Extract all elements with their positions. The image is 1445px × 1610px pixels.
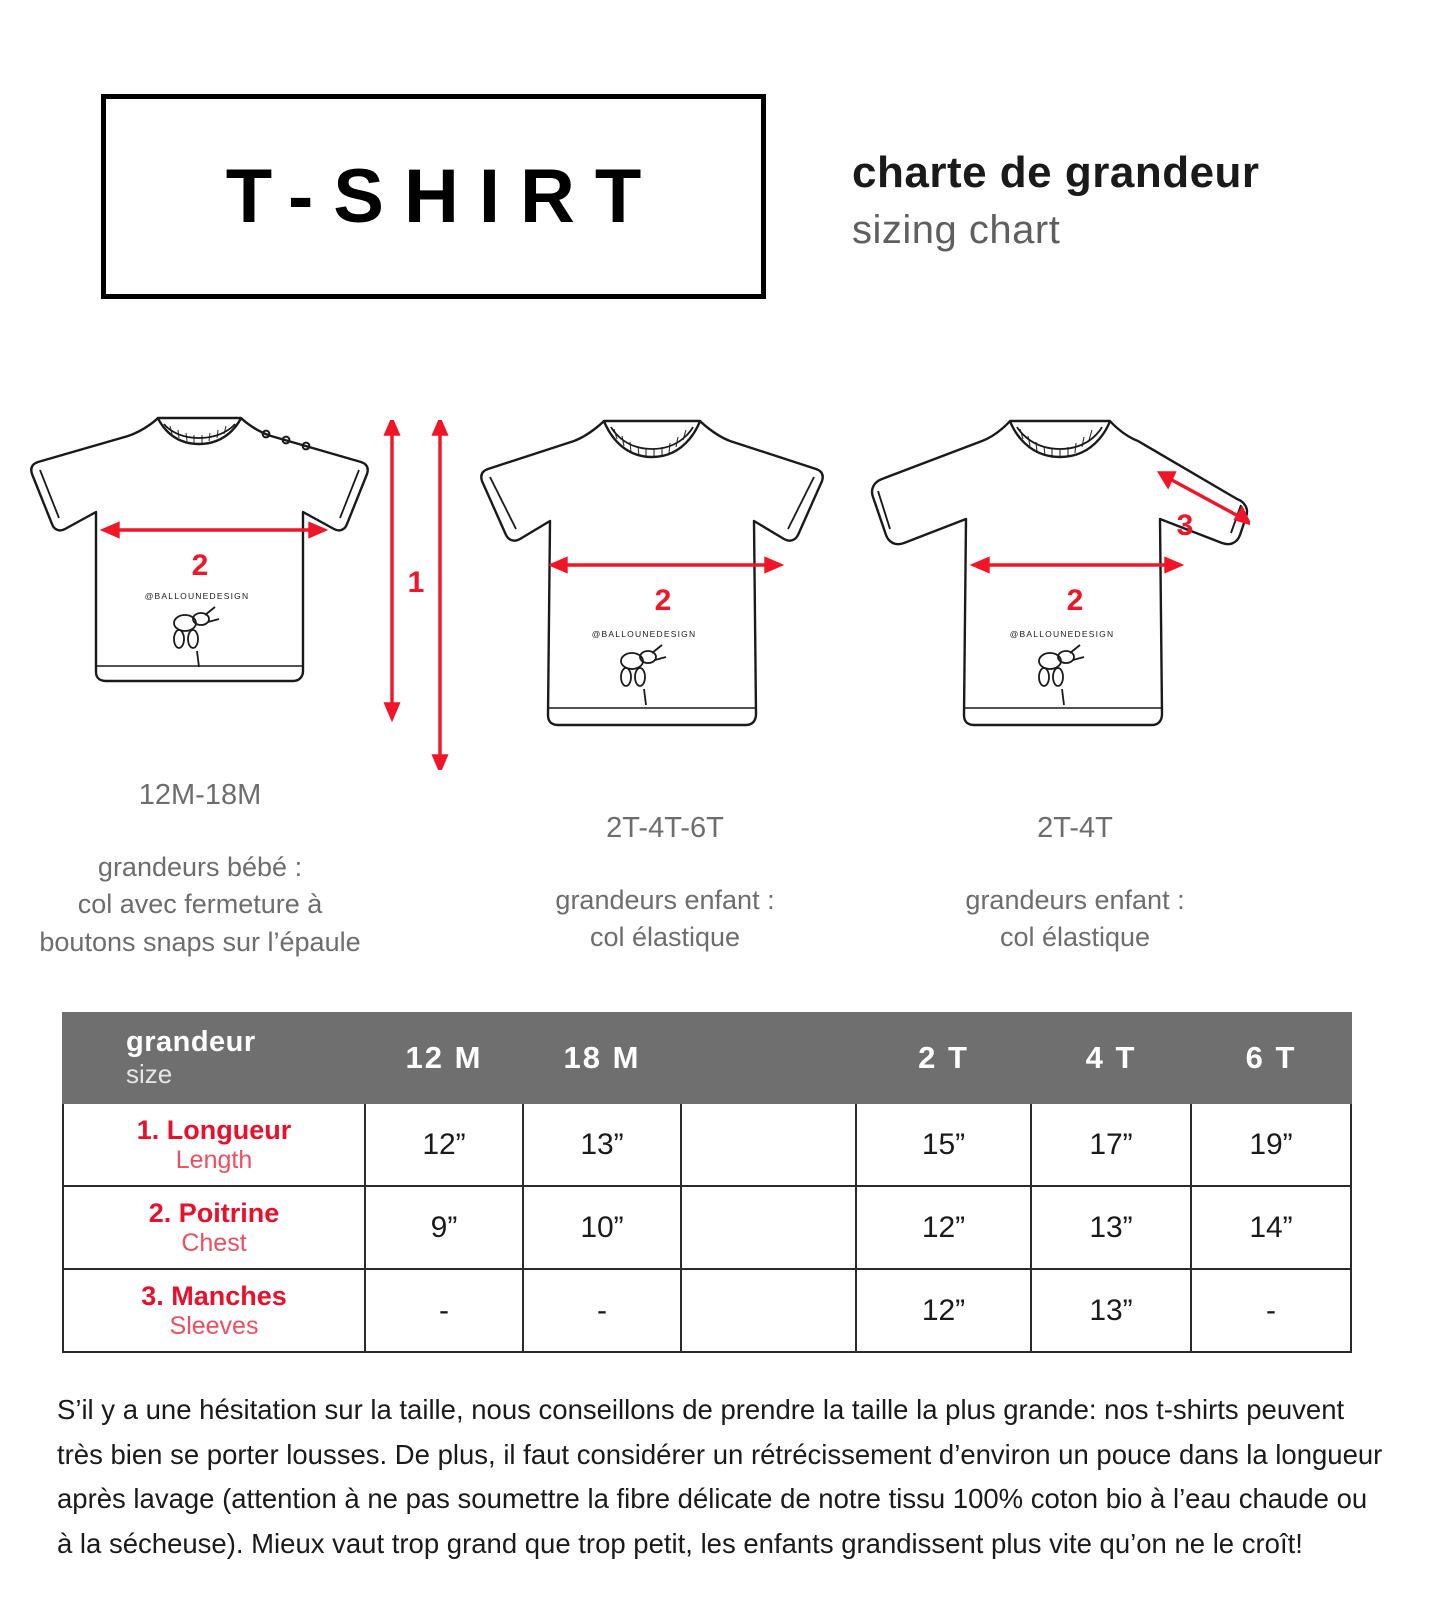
header-col-4t: 4 T [1031,1013,1191,1103]
caption-line-1: grandeurs bébé : [97,852,303,883]
svg-text:@BALLOUNEDESIGN: @BALLOUNEDESIGN [1009,629,1115,639]
cell-chest-6t: 14” [1191,1186,1351,1269]
svg-text:@BALLOUNEDESIGN: @BALLOUNEDESIGN [144,591,250,601]
cell-length-2t: 15” [856,1103,1031,1186]
sizing-table [62,1012,1352,1353]
row-label-chest: 2. Poitrine Chest [63,1186,365,1269]
header-col-6t: 6 T [1191,1013,1351,1103]
caption-size-kid-sleeve: 2T-4T [1037,812,1113,844]
cell-length-12m: 12” [365,1103,523,1186]
shirt-figure-kid [470,405,830,755]
cell-chest-4t: 13” [1031,1186,1191,1269]
table-row [63,1186,1351,1269]
svg-text:@BALLOUNEDESIGN: @BALLOUNEDESIGN [591,629,697,639]
kid-longsleeve-tshirt-icon [860,405,1250,755]
caption-line-1: grandeurs enfant : [555,885,775,916]
caption-kid-sleeve [880,808,1270,957]
cell-length-18m: 13” [523,1103,681,1186]
cell-sleeves-12m: - [365,1269,523,1352]
subtitle-english: sizing chart [852,208,1061,252]
row-label-sleeves: 3. Manches Sleeves [63,1269,365,1352]
caption-baby [10,775,390,961]
cell-chest-12m: 9” [365,1186,523,1269]
header-col-blank [681,1013,856,1103]
caption-line-2: col élastique [589,922,741,953]
length-measure-arrow [378,420,458,770]
footnote-text: S’il y a une hésitation sur la taille, nous conseillons de prendre la taille la plus grande: nos t-shirts peuvent très bien se porter lousses. De plus, il faut considérer un rétrécissement d’environ un pouce dans la longueur après lavage (attention à ne pas soumettre la fibre délicate de notre tissu 100% coton bio à l’eau chaude ou à la sécheuse). Mieux vaut trop grand que trop petit, les enfants grandissent plus vite qu’on ne le croît! [57,1394,1383,1559]
caption-kid [470,808,860,957]
caption-line-2: col élastique [999,922,1151,953]
header [0,0,1445,330]
baby-tshirt-icon [18,400,378,730]
cell-length-blank [681,1103,856,1186]
caption-line-1: grandeurs enfant : [965,885,1185,916]
cell-length-4t: 17” [1031,1103,1191,1186]
cell-sleeves-2t: 12” [856,1269,1031,1352]
caption-line-3: boutons snaps sur l’épaule [39,926,361,957]
measure-number-2c: 2 [1066,584,1084,617]
header-label-en: size [126,1059,173,1089]
kid-tshirt-icon [470,405,830,755]
cell-chest-blank [681,1186,856,1269]
cell-sleeves-blank [681,1269,856,1352]
page-title: T-SHIRT [225,154,662,239]
title-box [101,94,766,299]
measure-number-3: 3 [1176,509,1194,542]
measure-number-2b: 2 [654,584,672,617]
table-row [63,1269,1351,1352]
caption-size-baby: 12M-18M [138,779,262,811]
cell-sleeves-4t: 13” [1031,1269,1191,1352]
cell-chest-2t: 12” [856,1186,1031,1269]
cell-sleeves-6t: - [1191,1269,1351,1352]
shirt-figure-baby [18,400,378,730]
shirt-figure-kid-sleeve [860,405,1250,755]
cell-sleeves-18m: - [523,1269,681,1352]
caption-size-kid: 2T-4T-6T [606,812,724,844]
cell-chest-18m: 10” [523,1186,681,1269]
cell-length-6t: 19” [1191,1103,1351,1186]
table-row [63,1103,1351,1186]
measure-number-1: 1 [407,566,425,599]
length-ruler [378,420,458,750]
header-col-2t: 2 T [856,1013,1031,1103]
header-col-18m: 18 M [523,1013,681,1103]
caption-line-2: col avec fermeture à [77,889,323,920]
table-header-row [63,1013,1351,1103]
subtitle-french: charte de grandeur [852,148,1260,197]
header-size-label [63,1013,365,1103]
row-label-length: 1. Longueur Length [63,1103,365,1186]
measure-number-2a: 2 [191,549,209,582]
header-label-fr: grandeur [126,1026,256,1058]
header-col-12m: 12 M [365,1013,523,1103]
